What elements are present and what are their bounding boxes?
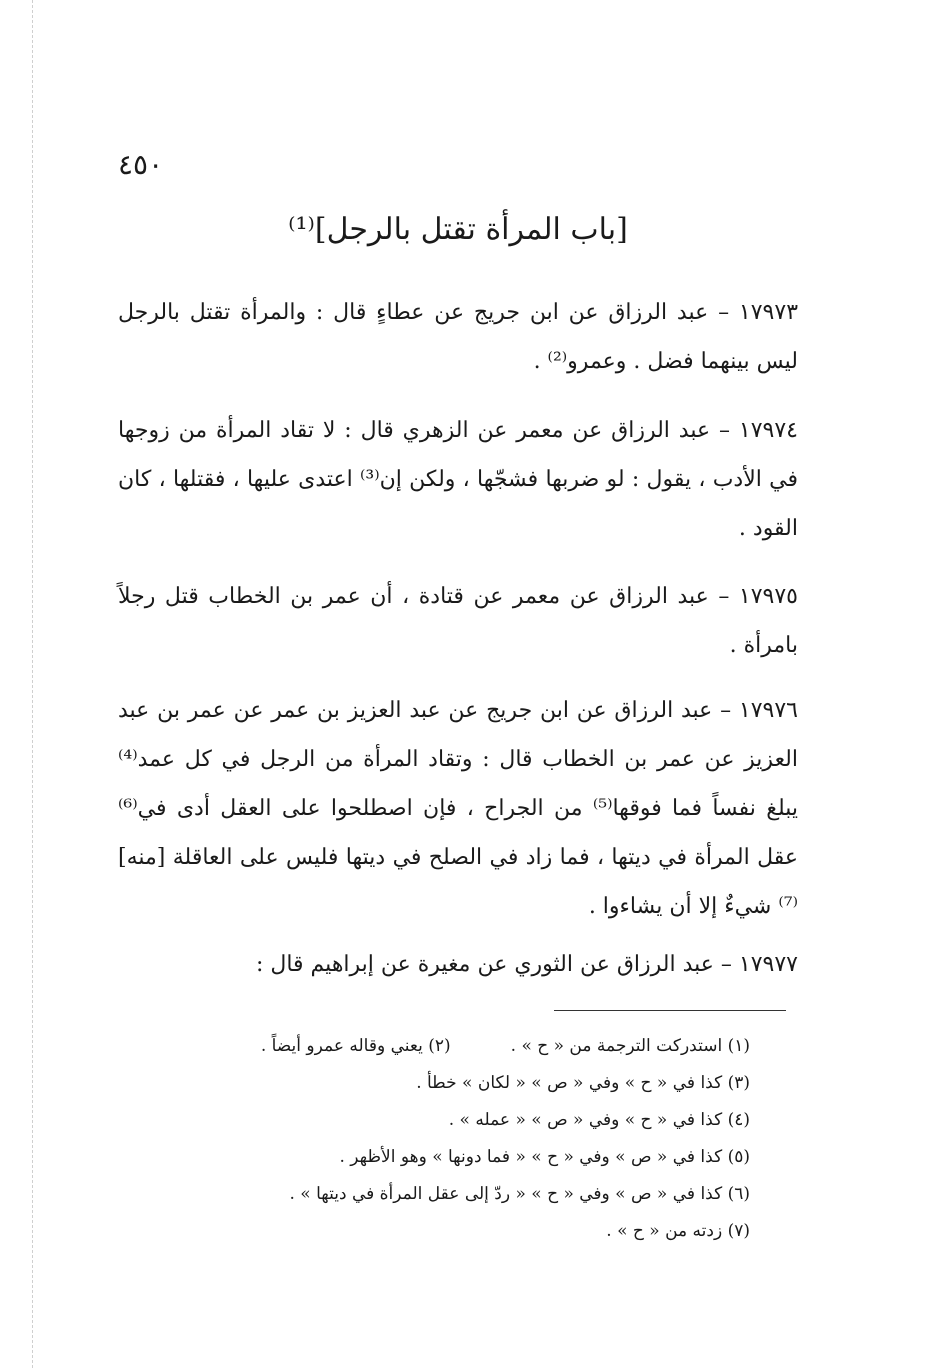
hadith-entry-17974: ١٧٩٧٤ – عبد الرزاق عن معمر عن الزهري قال : لا تقاد المرأة من زوجها في الأدب ، يقول : لو ضربها فشجّها ، ولكن إن⁽³⁾ اعتدى عليها ، فقتلها ، كان القود . (118, 418, 798, 541)
footnote-row (118, 1028, 750, 1065)
footnote-2: (٢) يعني وقاله عمرو أيضاً . (260, 1036, 451, 1056)
footnote-7: (٧) زدته من « ح » . (606, 1221, 750, 1241)
footnote-5: (٥) كذا في « ص » وفي « ح » « فما دونها » وهو الأظهر . (339, 1147, 750, 1167)
scan-edge-line (32, 0, 33, 1368)
hadith-entry-17977: ١٧٩٧٧ – عبد الرزاق عن الثوري عن مغيرة عن إبراهيم قال : (255, 952, 798, 977)
hadith-entry-17976: ١٧٩٧٦ – عبد الرزاق عن ابن جريج عن عبد العزيز بن عمر عن عمر بن عبد العزيز عن عمر بن الخطاب قال : وتقاد المرأة من الرجل في كل عمد⁽⁴⁾ يبلغ نفساً فما فوقها⁽⁵⁾ من الجراح ، فإن اصطلحوا على العقل أدى في⁽⁶⁾ عقل المرأة في ديتها ، فما زاد في الصلح في ديتها فليس على العاقلة [منه]⁽⁷⁾ شيءٌ إلا أن يشاءوا . (118, 698, 798, 919)
footnote-3: (٣) كذا في « ح » وفي « ص » « لكان » خطأ . (416, 1073, 750, 1093)
book-page (118, 140, 798, 1340)
footnote-4: (٤) كذا في « ح » وفي « ص » « عمله » . (448, 1110, 750, 1130)
footnotes (118, 1028, 750, 1250)
chapter-title: [باب المرأة تقتل بالرجل]⁽¹⁾ (288, 212, 628, 247)
footnote-1: (١) استدركت الترجمة من « ح » . (510, 1036, 750, 1056)
footnote-6: (٦) كذا في « ص » وفي « ح » « ردّ إلى عقل المرأة في ديتها » . (289, 1184, 750, 1204)
footnote-separator (554, 1010, 786, 1011)
hadith-entry-17975: ١٧٩٧٥ – عبد الرزاق عن معمر عن قتادة ، أن عمر بن الخطاب قتل رجلاً بامرأة . (118, 584, 798, 658)
page-number: ٤٥٠ (118, 148, 164, 181)
hadith-entry-17973: ١٧٩٧٣ – عبد الرزاق عن ابن جريج عن عطاءٍ قال : والمرأة تقتل بالرجل ليس بينهما فضل . وعمرو⁽²⁾ . (118, 300, 799, 374)
